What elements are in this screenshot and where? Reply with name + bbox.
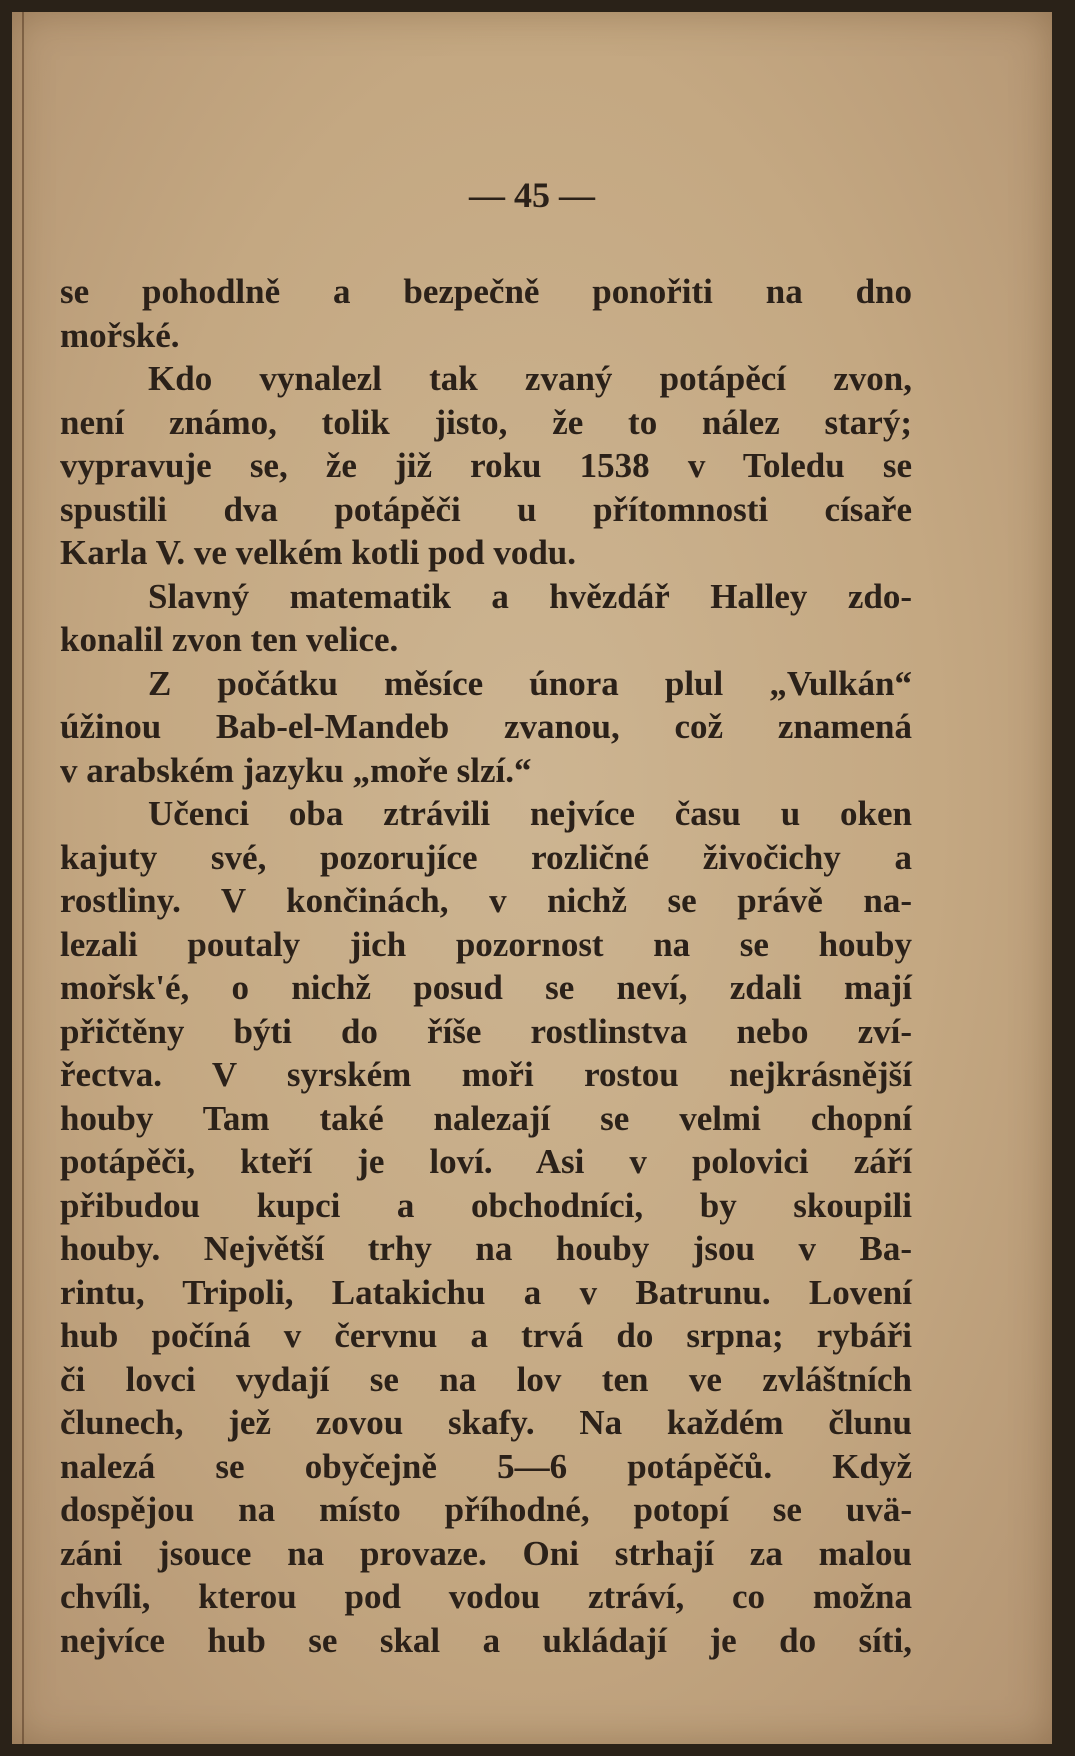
text-line: lezali poutaly jich pozornost na se houby [60, 924, 912, 964]
text-line: přibudou kupci a obchodníci, by skoupili [60, 1185, 912, 1225]
book-page [12, 12, 1052, 1744]
text-line: přičtěny býti do říše rostlinstva nebo zví- [60, 1011, 912, 1051]
gutter-line [22, 12, 24, 1744]
text-line: nejvíce hub se skal a ukládají je do síti, [60, 1620, 912, 1660]
text-line: konalil zvon ten velice. [60, 620, 399, 659]
text-line: Karla V. ve velkém kotli pod vodu. [60, 533, 576, 572]
text-line: rostliny. V končinách, v nichž se právě na- [60, 881, 912, 920]
text-line: Kdo vynalezl tak zvaný potápěcí zvon, [148, 359, 912, 398]
text-line: Z počátku měsíce února plul „Vulkán“ [148, 663, 912, 703]
text-line: mořsk'é, o nichž posud se neví, zdali mají [60, 968, 912, 1007]
text-line: mořské. [60, 315, 180, 355]
text-line: záni jsouce na provaze. Oni strhají za malou [60, 1533, 912, 1573]
text-line: hub počíná v červnu a trvá do srpna; rybáři [60, 1316, 912, 1355]
text-line: houby. Největší trhy na houby jsou v Ba- [60, 1229, 912, 1268]
text-line: či lovci vydají se na lov ten ve zvláštních [60, 1359, 912, 1399]
text-line: není známo, tolik jisto, že to nález starý; [60, 402, 912, 442]
text-line: Slavný matematik a hvězdář Halley zdo- [148, 576, 912, 616]
text-line: nalezá se obyčejně 5—6 potápěčů. Když [60, 1446, 912, 1486]
text-line: v arabském jazyku „moře slzí.“ [60, 750, 532, 790]
text-line: kajuty své, pozorujíce rozličné živočichy a [60, 837, 912, 877]
text-line: spustili dva potápěči u přítomnosti císaře [60, 489, 912, 529]
text-line: houby Tam také nalezají se velmi chopní [60, 1098, 912, 1138]
text-line: vypravuje se, že již roku 1538 v Toledu se [60, 446, 912, 485]
text-line: dospějou na místo příhodné, potopí se uvä- [60, 1490, 912, 1529]
text-line: Učenci oba ztrávili nejvíce času u oken [148, 794, 912, 833]
text-line: řectva. V syrském moři rostou nejkrásnější [60, 1055, 912, 1094]
text-line: člunech, jež zovou skafy. Na každém člunu [60, 1403, 912, 1442]
text-line: potápěči, kteří je loví. Asi v polovici září [60, 1142, 912, 1181]
text-line: rintu, Tripoli, Latakichu a v Batrunu. Lovení [60, 1272, 912, 1312]
body-text [60, 270, 912, 1662]
text-line: se pohodlně a bezpečně ponořiti na dno [60, 272, 912, 311]
page-number: — 45 — [469, 175, 595, 215]
text-line: úžinou Bab-el-Mandeb zvanou, což znamená [60, 707, 912, 746]
text-line: chvíli, kterou pod vodou ztráví, co možna [60, 1577, 912, 1616]
